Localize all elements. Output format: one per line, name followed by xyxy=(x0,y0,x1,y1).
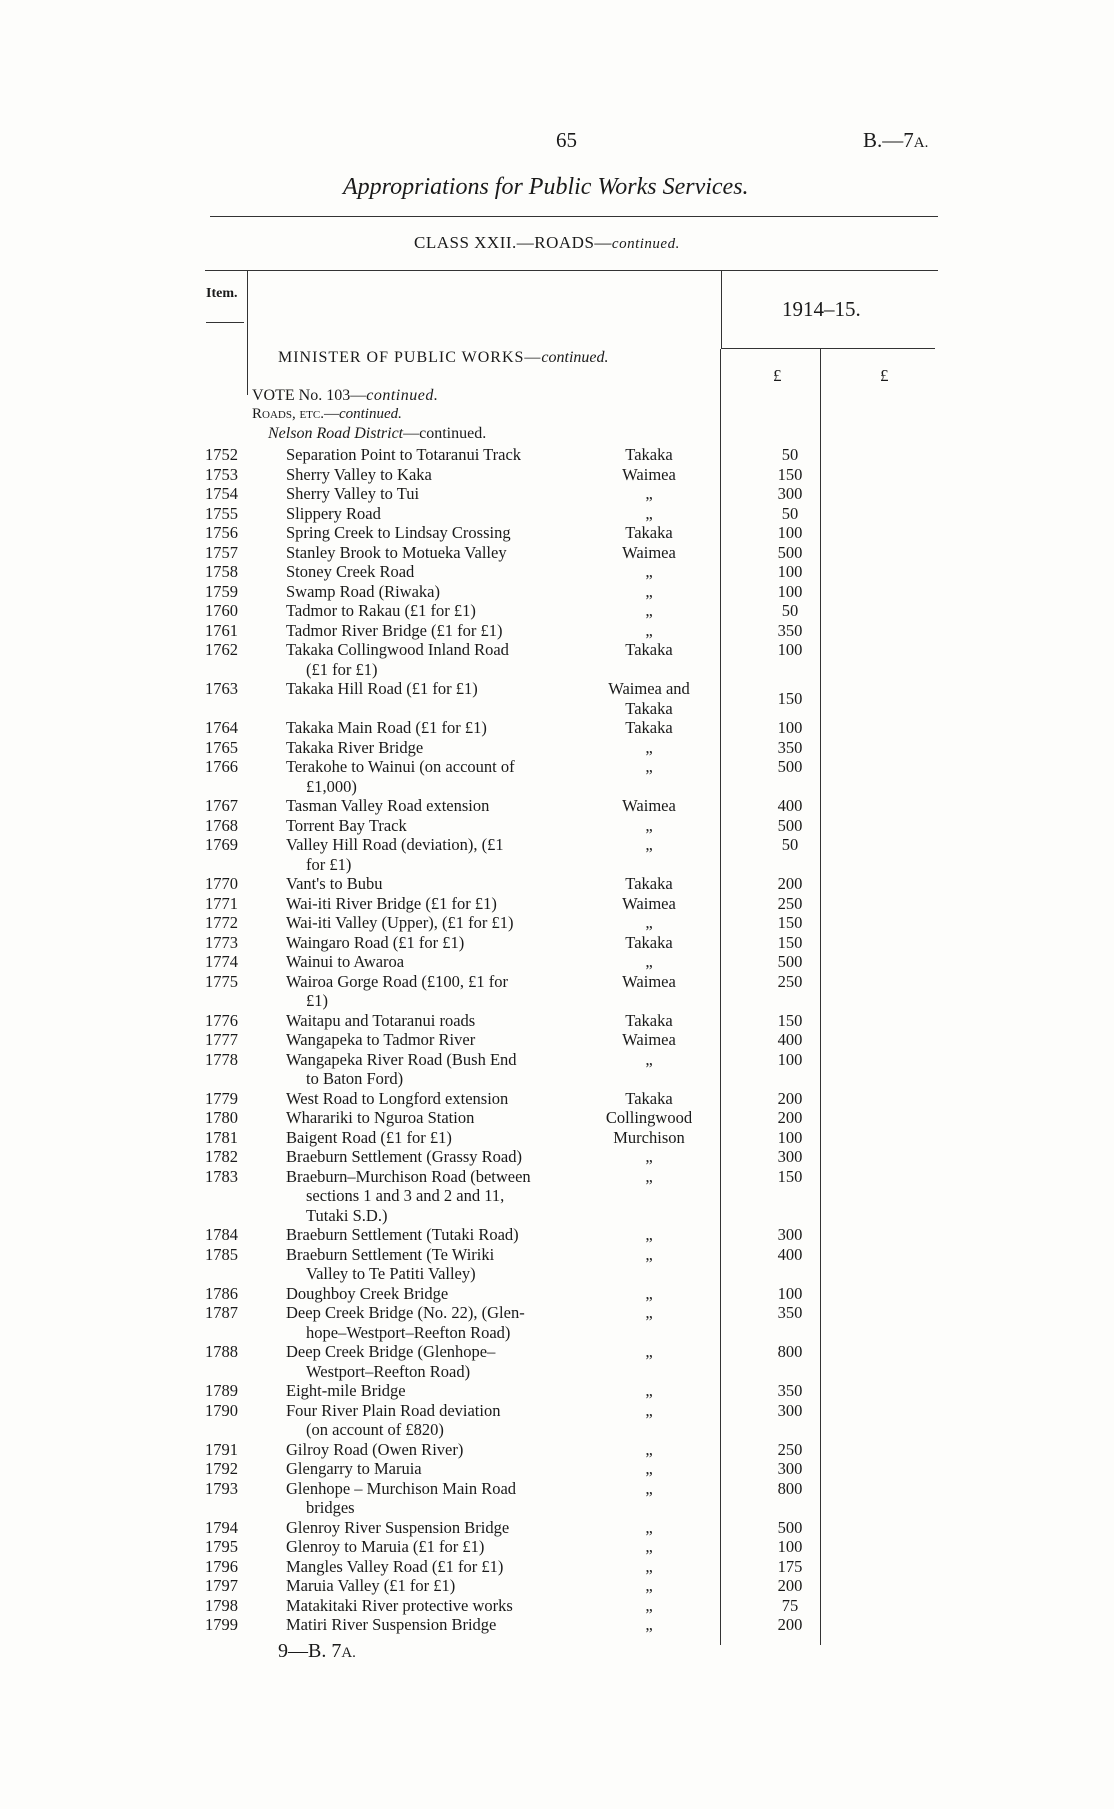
item-locality: „ xyxy=(645,620,653,640)
item-description: Doughboy Creek Bridge xyxy=(286,1283,449,1303)
item-number: 1794 xyxy=(205,1517,238,1537)
item-description: Separation Point to Totaranui Track xyxy=(286,445,522,464)
item-amount: 200 xyxy=(777,1088,803,1108)
item-number: 1754 xyxy=(205,484,238,503)
item-number: 1780 xyxy=(205,1108,238,1127)
item-description: Waingaro Road (£1 for £1) xyxy=(286,932,465,952)
item-amount: 800 xyxy=(777,1342,803,1361)
item-amount: 400 xyxy=(777,1244,803,1264)
item-amount: 250 xyxy=(777,1439,803,1459)
item-amount: 100 xyxy=(777,1049,803,1069)
item-amount: 175 xyxy=(777,1556,803,1576)
item-number: 1755 xyxy=(205,503,238,523)
item-locality: „ xyxy=(645,1556,653,1576)
item-number: 1767 xyxy=(205,796,238,815)
item-description: Glenroy River Suspension Bridge xyxy=(286,1517,510,1537)
item-number: 1770 xyxy=(205,874,238,893)
item-amount: 150 xyxy=(777,1010,803,1030)
item-description: Eight-mile Bridge xyxy=(286,1381,406,1400)
item-amount: 800 xyxy=(777,1478,803,1498)
item-amount: 150 xyxy=(777,1166,803,1186)
item-number: 1753 xyxy=(205,464,238,484)
item-number: 1756 xyxy=(205,523,238,542)
item-description: Glenroy to Maruia (£1 for £1) xyxy=(286,1537,485,1556)
item-number: 1796 xyxy=(205,1556,238,1576)
item-description: Wai-iti River Bridge (£1 for £1) xyxy=(286,893,497,913)
item-locality: „ xyxy=(645,601,653,620)
item-locality: Waimea xyxy=(622,796,676,815)
item-amount: 100 xyxy=(777,718,803,737)
item-number: 1785 xyxy=(205,1244,238,1264)
item-amount: 350 xyxy=(777,737,803,757)
item-amount: 300 xyxy=(777,484,803,503)
printer-signature-suffix: A. xyxy=(341,1645,356,1661)
item-description: Tadmor River Bridge (£1 for £1) xyxy=(286,620,503,640)
item-locality: „ xyxy=(645,581,653,601)
roads-subheading-main: Roads, etc.— xyxy=(252,406,339,422)
item-amount: 200 xyxy=(777,1615,803,1634)
item-number: 1789 xyxy=(205,1381,238,1400)
item-description: hope–Westport–Reefton Road) xyxy=(306,1322,511,1342)
currency-symbol-1: £ xyxy=(773,366,782,385)
item-locality: „ xyxy=(645,835,653,854)
item-number: 1760 xyxy=(205,601,238,620)
item-number: 1768 xyxy=(205,815,238,835)
item-amount: 50 xyxy=(781,601,799,620)
item-description: £1,000) xyxy=(306,776,357,796)
item-number: 1792 xyxy=(205,1459,238,1478)
item-amount: 350 xyxy=(777,1381,803,1400)
item-description: Torrent Bay Track xyxy=(286,815,407,835)
item-number: 1774 xyxy=(205,952,238,971)
item-description: Four River Plain Road deviation xyxy=(286,1400,501,1420)
item-locality: „ xyxy=(645,1381,653,1400)
item-locality: Collingwood xyxy=(605,1108,693,1127)
item-amount: 100 xyxy=(777,640,803,659)
item-locality: „ xyxy=(645,1478,653,1498)
item-locality: „ xyxy=(645,1576,653,1595)
item-number: 1766 xyxy=(205,757,238,776)
item-number: 1758 xyxy=(205,562,238,581)
item-amount: 500 xyxy=(777,815,803,835)
item-locality: Waimea and xyxy=(608,679,690,698)
item-amount: 150 xyxy=(777,688,803,708)
item-number: 1762 xyxy=(205,640,238,659)
minister-heading-main: MINISTER OF PUBLIC WORKS— xyxy=(278,349,542,366)
item-locality: „ xyxy=(645,1147,653,1166)
item-description: Stoney Creek Road xyxy=(286,562,415,581)
item-number: 1784 xyxy=(205,1225,238,1244)
item-amount: 500 xyxy=(777,952,803,971)
item-description: Swamp Road (Riwaka) xyxy=(286,581,440,601)
item-locality: Waimea xyxy=(622,1030,676,1049)
item-description: Mangles Valley Road (£1 for £1) xyxy=(286,1556,504,1576)
item-locality: Waimea xyxy=(622,893,676,913)
item-description: for £1) xyxy=(306,854,352,874)
item-number: 1787 xyxy=(205,1303,238,1322)
item-locality: Takaka xyxy=(625,1088,673,1108)
item-locality: Takaka xyxy=(625,1010,673,1030)
item-description: Takaka Collingwood Inland Road xyxy=(286,640,509,659)
item-description: Braeburn Settlement (Tutaki Road) xyxy=(286,1225,519,1244)
item-number: 1764 xyxy=(205,718,238,737)
printer-signature-main: 9—B. 7 xyxy=(278,1640,342,1662)
item-description: Valley to Te Patiti Valley) xyxy=(306,1264,476,1283)
item-amount: 300 xyxy=(777,1147,803,1166)
item-description: Valley Hill Road (deviation), (£1 xyxy=(286,835,504,854)
item-description: Takaka Main Road (£1 for £1) xyxy=(286,718,487,737)
item-description: sections 1 and 3 and 2 and 11, xyxy=(306,1186,505,1205)
item-locality: „ xyxy=(645,1166,653,1186)
item-number: 1752 xyxy=(205,445,238,464)
item-amount: 100 xyxy=(777,1283,803,1303)
document-code-suffix: A. xyxy=(913,135,929,151)
document-code-main: B.—7 xyxy=(863,128,914,152)
item-description: Slippery Road xyxy=(286,503,381,523)
item-amount: 100 xyxy=(777,562,803,581)
item-description: (£1 for £1) xyxy=(306,659,378,679)
item-amount: 250 xyxy=(777,893,803,913)
class-heading-main: CLASS XXII.—ROADS— xyxy=(414,233,612,252)
item-locality: „ xyxy=(645,1459,653,1478)
item-description: Gilroy Road (Owen River) xyxy=(286,1439,464,1459)
item-locality: „ xyxy=(645,503,653,523)
item-locality: „ xyxy=(645,1615,653,1634)
item-amount: 150 xyxy=(777,464,803,484)
item-number: 1769 xyxy=(205,835,238,854)
currency-symbol-2: £ xyxy=(880,366,889,385)
item-amount: 400 xyxy=(777,1030,803,1049)
item-locality: „ xyxy=(645,1439,653,1459)
item-number: 1772 xyxy=(205,913,238,932)
item-locality: Takaka xyxy=(625,445,673,464)
item-number: 1781 xyxy=(205,1127,238,1147)
item-number: 1788 xyxy=(205,1342,238,1361)
item-description: Deep Creek Bridge (Glenhope– xyxy=(286,1342,496,1361)
item-number: 1782 xyxy=(205,1147,238,1166)
item-number: 1773 xyxy=(205,932,238,952)
item-number: 1798 xyxy=(205,1595,238,1615)
item-amount: 150 xyxy=(777,932,803,952)
item-description: Wharariki to Nguroa Station xyxy=(286,1108,475,1127)
item-description: Tadmor to Rakau (£1 for £1) xyxy=(286,601,476,620)
item-description: Sherry Valley to Tui xyxy=(286,484,420,503)
item-description: Takaka River Bridge xyxy=(286,737,424,757)
item-number: 1761 xyxy=(205,620,238,640)
item-description: Wai-iti Valley (Upper), (£1 for £1) xyxy=(286,913,514,932)
item-description: Vant's to Bubu xyxy=(286,874,383,893)
item-number: 1778 xyxy=(205,1049,238,1069)
item-number: 1757 xyxy=(205,542,238,562)
item-amount: 300 xyxy=(777,1459,803,1478)
item-description: Terakohe to Wainui (on account of xyxy=(286,757,515,776)
item-number: 1765 xyxy=(205,737,238,757)
item-number: 1759 xyxy=(205,581,238,601)
item-locality: „ xyxy=(645,562,653,581)
item-locality: „ xyxy=(645,1517,653,1537)
item-amount: 100 xyxy=(777,1127,803,1147)
district-continued: —continued. xyxy=(403,425,487,442)
item-description: Wairoa Gorge Road (£100, £1 for xyxy=(286,971,508,991)
item-locality: „ xyxy=(645,913,653,932)
item-number: 1797 xyxy=(205,1576,238,1595)
item-description: Takaka Hill Road (£1 for £1) xyxy=(286,679,478,698)
item-amount: 200 xyxy=(777,1576,803,1595)
roads-subheading-continued: continued. xyxy=(338,406,402,422)
item-number: 1777 xyxy=(205,1030,238,1049)
item-amount: 350 xyxy=(777,1303,803,1322)
item-locality: Takaka xyxy=(625,523,673,542)
item-description: Westport–Reefton Road) xyxy=(306,1361,471,1381)
item-description: West Road to Longford extension xyxy=(286,1088,509,1108)
item-description: Tasman Valley Road extension xyxy=(286,796,490,815)
item-amount: 50 xyxy=(781,445,799,464)
item-locality: „ xyxy=(645,1342,653,1361)
item-amount: 400 xyxy=(777,796,803,815)
item-locality: „ xyxy=(645,1225,653,1244)
item-number: 1793 xyxy=(205,1478,238,1498)
item-description: Wangapeka to Tadmor River xyxy=(286,1030,476,1049)
item-description: Wangapeka River Road (Bush End xyxy=(286,1049,517,1069)
item-locality: Waimea xyxy=(622,464,676,484)
item-description: £1) xyxy=(306,991,328,1010)
year-column-header: 1914–15. xyxy=(782,297,861,321)
item-column-header: Item. xyxy=(206,286,238,301)
item-locality: „ xyxy=(645,757,653,776)
item-description: Deep Creek Bridge (No. 22), (Glen- xyxy=(286,1303,525,1322)
item-number: 1795 xyxy=(205,1537,238,1556)
item-number: 1783 xyxy=(205,1166,238,1186)
item-number: 1776 xyxy=(205,1010,238,1030)
item-description: Braeburn Settlement (Te Wiriki xyxy=(286,1244,495,1264)
item-number: 1799 xyxy=(205,1615,238,1634)
item-amount: 200 xyxy=(777,874,803,893)
item-description: Braeburn Settlement (Grassy Road) xyxy=(286,1147,522,1166)
item-locality: „ xyxy=(645,1283,653,1303)
item-amount: 100 xyxy=(777,1537,803,1556)
item-amount: 75 xyxy=(781,1595,799,1615)
item-number: 1775 xyxy=(205,971,238,991)
item-amount: 500 xyxy=(777,757,803,776)
item-description: Matiri River Suspension Bridge xyxy=(286,1615,497,1634)
item-number: 1763 xyxy=(205,679,238,698)
item-amount: 300 xyxy=(777,1400,803,1420)
item-amount: 250 xyxy=(777,971,803,991)
item-locality: „ xyxy=(645,1049,653,1069)
vote-heading-continued: continued. xyxy=(366,387,439,404)
item-description: Spring Creek to Lindsay Crossing xyxy=(286,523,511,542)
item-description: Glenhope – Murchison Main Road xyxy=(286,1478,517,1498)
item-description: Glengarry to Maruia xyxy=(286,1459,422,1478)
item-amount: 500 xyxy=(777,542,803,562)
item-number: 1771 xyxy=(205,893,238,913)
page-title: Appropriations for Public Works Services. xyxy=(343,174,749,200)
district-name: Nelson Road District xyxy=(268,425,404,442)
item-locality: „ xyxy=(645,1400,653,1420)
item-locality: Murchison xyxy=(613,1127,685,1147)
item-number: 1786 xyxy=(205,1283,238,1303)
item-description: Matakitaki River protective works xyxy=(286,1595,513,1615)
item-locality: Takaka xyxy=(625,640,673,659)
class-heading-continued: continued. xyxy=(611,236,680,252)
item-number: 1791 xyxy=(205,1439,238,1459)
page-number: 65 xyxy=(556,128,577,152)
item-description: Tutaki S.D.) xyxy=(306,1205,388,1225)
item-locality: „ xyxy=(645,1303,653,1322)
item-amount: 50 xyxy=(781,503,799,523)
item-description: to Baton Ford) xyxy=(306,1069,404,1088)
item-amount: 200 xyxy=(777,1108,803,1127)
item-locality: „ xyxy=(645,815,653,835)
item-description: Stanley Brook to Motueka Valley xyxy=(286,542,507,562)
item-amount: 100 xyxy=(777,523,803,542)
item-description: Waitapu and Totaranui roads xyxy=(286,1010,476,1030)
printer-signature xyxy=(278,1640,356,1663)
item-locality: Takaka xyxy=(625,718,673,737)
item-locality: Takaka xyxy=(625,698,673,718)
item-locality: „ xyxy=(645,952,653,971)
item-amount: 350 xyxy=(777,620,803,640)
item-amount: 50 xyxy=(781,835,799,854)
item-amount: 300 xyxy=(777,1225,803,1244)
item-amount: 150 xyxy=(777,913,803,932)
item-description: Baigent Road (£1 for £1) xyxy=(286,1127,452,1147)
item-amount: 100 xyxy=(777,581,803,601)
item-locality: „ xyxy=(645,484,653,503)
item-locality: „ xyxy=(645,1537,653,1556)
item-description: Sherry Valley to Kaka xyxy=(286,464,432,484)
item-description: Maruia Valley (£1 for £1) xyxy=(286,1576,456,1595)
item-number: 1790 xyxy=(205,1400,238,1420)
item-amount: 500 xyxy=(777,1517,803,1537)
item-locality: Takaka xyxy=(625,874,673,893)
item-locality: „ xyxy=(645,1244,653,1264)
item-description: (on account of £820) xyxy=(306,1420,444,1439)
vote-heading-main: VOTE No. 103— xyxy=(252,387,367,404)
item-locality: Waimea xyxy=(622,542,676,562)
item-locality: Waimea xyxy=(622,971,676,991)
item-locality: „ xyxy=(645,737,653,757)
item-number: 1779 xyxy=(205,1088,238,1108)
item-description: Wainui to Awaroa xyxy=(286,952,405,971)
item-description: bridges xyxy=(306,1498,355,1517)
minister-heading-continued: continued. xyxy=(541,349,609,366)
item-locality: „ xyxy=(645,1595,653,1615)
item-locality: Takaka xyxy=(625,932,673,952)
item-description: Braeburn–Murchison Road (between xyxy=(286,1166,531,1186)
